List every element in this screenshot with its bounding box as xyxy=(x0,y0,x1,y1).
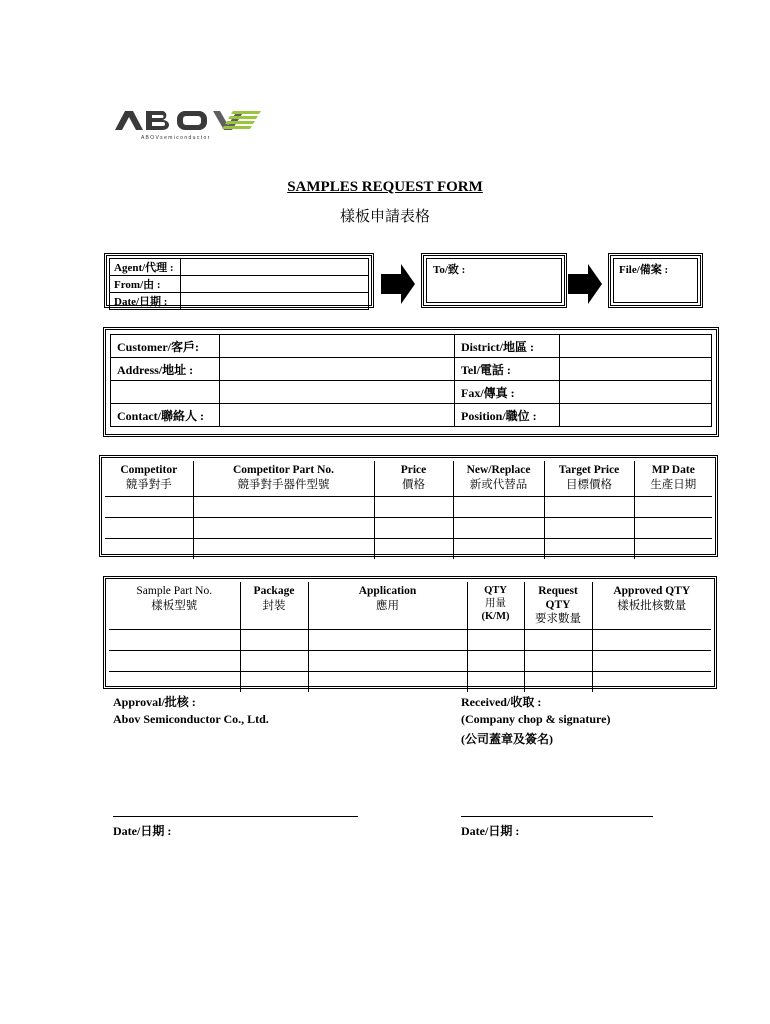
competitor-table xyxy=(105,461,712,559)
table-cell[interactable] xyxy=(193,539,374,560)
package-col-header: Package 封裝 xyxy=(240,582,308,630)
table-cell[interactable] xyxy=(308,672,467,693)
right-arrow-icon xyxy=(381,264,415,304)
samples-table-box xyxy=(103,576,717,689)
agent-label: Agent/代理 : xyxy=(110,259,181,276)
table-row xyxy=(105,539,712,560)
company-name: Abov Semiconductor Co., Ltd. xyxy=(113,712,269,726)
competitor-col-header: Competitor 競爭對手 xyxy=(120,464,178,491)
agent-info-box xyxy=(104,253,374,308)
abov-logo xyxy=(113,108,263,142)
to-box xyxy=(421,253,567,308)
form-title-chinese: 樣板申請表格 xyxy=(339,209,430,225)
date-label: Date/日期 : xyxy=(110,293,181,310)
logo-tagline: A B O V s e m i c o n d u c t o r xyxy=(141,135,210,141)
from-label: From/由 : xyxy=(110,276,181,293)
tel-label: Tel/電話 : xyxy=(455,358,560,381)
table-cell[interactable] xyxy=(453,539,544,560)
table-cell[interactable] xyxy=(467,672,524,693)
from-field[interactable] xyxy=(181,276,369,293)
table-cell[interactable] xyxy=(634,539,712,560)
form-title: SAMPLES REQUEST FORM xyxy=(287,179,483,195)
table-cell[interactable] xyxy=(109,651,240,672)
samples-table xyxy=(109,582,711,692)
district-field[interactable] xyxy=(560,335,712,358)
table-cell[interactable] xyxy=(544,518,634,539)
fax-label: Fax/傳真 : xyxy=(455,381,560,404)
address-field[interactable] xyxy=(220,358,455,381)
table-cell[interactable] xyxy=(105,497,193,518)
approval-signature-line[interactable] xyxy=(113,816,358,817)
table-cell[interactable] xyxy=(524,672,592,693)
customer-info-box xyxy=(103,327,719,437)
application-col-header: Application 應用 xyxy=(308,582,467,630)
table-cell[interactable] xyxy=(634,497,712,518)
table-cell[interactable] xyxy=(374,497,453,518)
approved-qty-col-header: Approved QTY 樣板批核數量 xyxy=(592,582,711,630)
contact-label: Contact/聯絡人 : xyxy=(111,404,220,427)
to-field[interactable] xyxy=(426,258,562,303)
table-cell[interactable] xyxy=(308,651,467,672)
chop-instruction-chinese: (公司蓋章及簽名) xyxy=(461,732,553,746)
received-signature-line[interactable] xyxy=(461,816,653,817)
table-cell[interactable] xyxy=(592,630,711,651)
competitor-part-col-header: Competitor Part No. 競爭對手器件型號 xyxy=(193,461,374,497)
table-cell[interactable] xyxy=(240,630,308,651)
table-cell[interactable] xyxy=(453,497,544,518)
request-qty-col-header: Request QTY 要求數量 xyxy=(524,582,592,630)
table-cell[interactable] xyxy=(240,651,308,672)
table-cell[interactable] xyxy=(453,518,544,539)
new-replace-col-header: New/Replace 新或代替品 xyxy=(453,461,544,497)
samples-header-row xyxy=(109,582,711,630)
sample-part-col-header: Sample Part No. 樣板型號 xyxy=(136,585,213,612)
table-cell[interactable] xyxy=(193,497,374,518)
file-box xyxy=(608,253,703,308)
table-cell[interactable] xyxy=(524,630,592,651)
approval-date-label: Date/日期 : xyxy=(113,824,172,838)
chop-instruction: (Company chop & signature) xyxy=(461,712,611,726)
date-field[interactable] xyxy=(181,293,369,310)
table-cell[interactable] xyxy=(524,651,592,672)
address-label: Address/地址 : xyxy=(111,358,220,381)
table-cell[interactable] xyxy=(374,518,453,539)
district-label: District/地區 : xyxy=(455,335,560,358)
right-arrow-icon xyxy=(568,264,602,304)
table-cell[interactable] xyxy=(592,651,711,672)
table-cell[interactable] xyxy=(105,539,193,560)
table-cell[interactable] xyxy=(467,630,524,651)
qty-col-header: QTY 用量 (K/M) xyxy=(467,582,524,630)
customer-field[interactable] xyxy=(220,335,455,358)
to-label: To/致 : xyxy=(433,264,466,276)
table-cell[interactable] xyxy=(109,672,240,693)
table-row xyxy=(109,651,711,672)
received-label: Received/收取 : xyxy=(461,695,542,709)
table-cell[interactable] xyxy=(308,630,467,651)
table-cell[interactable] xyxy=(109,630,240,651)
table-cell[interactable] xyxy=(544,539,634,560)
table-cell[interactable] xyxy=(105,518,193,539)
address-field-line2[interactable] xyxy=(220,381,455,404)
table-cell[interactable] xyxy=(193,518,374,539)
table-row xyxy=(109,672,711,693)
table-cell[interactable] xyxy=(467,651,524,672)
agent-field[interactable] xyxy=(181,259,369,276)
position-field[interactable] xyxy=(560,404,712,427)
mp-date-col-header: MP Date 生產日期 xyxy=(634,461,712,497)
competitor-table-box xyxy=(99,455,718,557)
received-date-label: Date/日期 : xyxy=(461,824,520,838)
approval-label: Approval/批核 : xyxy=(113,695,196,709)
table-row xyxy=(105,518,712,539)
customer-label: Customer/客戶: xyxy=(111,335,220,358)
fax-field[interactable] xyxy=(560,381,712,404)
file-field[interactable] xyxy=(613,258,698,303)
table-cell[interactable] xyxy=(374,539,453,560)
address-label-continued xyxy=(111,381,220,404)
table-row xyxy=(105,497,712,518)
table-cell[interactable] xyxy=(592,672,711,693)
competitor-header-row xyxy=(105,461,712,497)
table-row xyxy=(109,630,711,651)
abov-logo-mark xyxy=(113,108,263,142)
table-cell[interactable] xyxy=(240,672,308,693)
target-price-col-header: Target Price 目標價格 xyxy=(544,461,634,497)
position-label: Position/職位 : xyxy=(455,404,560,427)
price-col-header: Price 價格 xyxy=(374,461,453,497)
contact-field[interactable] xyxy=(220,404,455,427)
table-cell[interactable] xyxy=(544,497,634,518)
tel-field[interactable] xyxy=(560,358,712,381)
table-cell[interactable] xyxy=(634,518,712,539)
file-label: File/備案 : xyxy=(619,264,669,276)
